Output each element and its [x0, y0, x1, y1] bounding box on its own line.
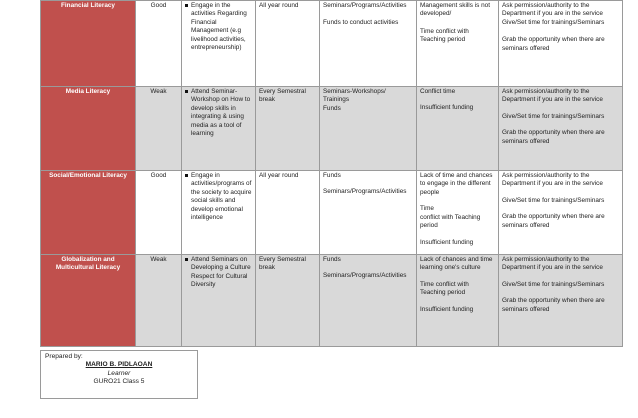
table-row	[41, 1, 623, 87]
table-row	[41, 87, 623, 171]
bullet-icon	[185, 90, 188, 93]
intervention-text: Attend Seminars on Developing a Culture Respect for Cultural Diversity	[191, 256, 251, 289]
challenge-item: Lack of time and chances to engage in the different people	[420, 172, 493, 196]
resource-item: Seminars/Programs/Activities	[323, 272, 407, 280]
solution-item: Grab the opportunity when there are seminars offered	[502, 213, 605, 229]
challenge-item: Time conflict with Teaching period	[420, 27, 469, 44]
preparer-role: Learner	[107, 369, 131, 377]
status-cell	[136, 87, 182, 171]
resources-cell	[320, 87, 417, 171]
resource-item: Seminars/Programs/Activities	[323, 188, 407, 196]
solution-item: Ask permission/authority to the Department if you are in the service	[502, 172, 603, 188]
status-text: Good	[150, 172, 167, 179]
preparer-class: GURO21 Class 5	[93, 378, 145, 386]
intervention-cell	[182, 255, 256, 347]
table-row	[41, 171, 623, 255]
prepared-by-box	[40, 350, 198, 399]
timeline-text: Every Semestral break	[259, 88, 306, 104]
resource-item: Funds	[323, 172, 341, 179]
resources-cell	[320, 255, 417, 347]
status-cell	[136, 255, 182, 347]
challenge-item: conflict with Teaching period	[420, 213, 481, 230]
solution-item: Grab the opportunity when there are seminars offered	[502, 129, 605, 145]
intervention-cell	[182, 1, 256, 87]
solutions-cell	[499, 1, 623, 87]
challenge-item: Time	[420, 205, 434, 213]
status-text: Weak	[150, 256, 167, 263]
challenge-item: Insufficient funding	[420, 305, 474, 313]
bullet-icon	[185, 174, 188, 177]
solution-item: Give/Set time for trainings/Seminars	[502, 196, 605, 204]
timeline-cell	[256, 1, 320, 87]
solutions-cell	[499, 87, 623, 171]
resource-item: Seminars-Workshops/ Trainings	[323, 88, 386, 104]
literacy-area-label: Media Literacy	[65, 88, 111, 95]
literacy-area-label: Globalization and Multicultural Literacy	[55, 256, 121, 272]
resource-item: Funds to conduct activities	[323, 19, 399, 27]
literacy-area-cell	[41, 255, 136, 347]
intervention-text: Engage in activities/programs of the society to acquire social skills and develop emotional intelligence	[191, 172, 252, 222]
challenge-item: Insufficient funding	[420, 238, 474, 246]
solutions-cell	[499, 171, 623, 255]
status-text: Weak	[150, 88, 167, 95]
challenge-item: Insufficient funding	[420, 104, 474, 112]
challenge-item: Time conflict with Teaching period	[420, 280, 469, 297]
solutions-cell	[499, 255, 623, 347]
timeline-text: Every Semestral break	[259, 256, 306, 272]
intervention-cell	[182, 171, 256, 255]
timeline-cell	[256, 87, 320, 171]
status-text: Good	[150, 2, 167, 9]
prepared-by-label: Prepared by:	[45, 353, 83, 360]
resources-cell	[320, 171, 417, 255]
challenges-cell	[417, 1, 499, 87]
challenges-cell	[417, 255, 499, 347]
timeline-text: All year round	[259, 172, 299, 179]
resource-item: Funds	[323, 104, 341, 112]
literacy-area-cell	[41, 1, 136, 87]
challenge-item: Conflict time	[420, 88, 456, 95]
resources-cell	[320, 1, 417, 87]
solution-item: Ask permission/authority to the Department if you are in the service	[502, 88, 603, 104]
challenges-cell	[417, 87, 499, 171]
table-row	[41, 255, 623, 347]
status-cell	[136, 171, 182, 255]
timeline-cell	[256, 171, 320, 255]
literacy-area-label: Social/Emotional Literacy	[49, 172, 127, 179]
literacy-plan-table	[40, 0, 623, 347]
solution-item: Ask permission/authority to the Department if you are in the service Give/Set time for trainings/Seminars	[502, 2, 605, 26]
literacy-area-label: Financial Literacy	[61, 2, 115, 9]
timeline-text: All year round	[259, 2, 299, 9]
challenge-item: Lack of chances and time learning one's culture	[420, 256, 493, 272]
solution-item: Grab the opportunity when there are seminars offered	[502, 297, 605, 313]
timeline-cell	[256, 255, 320, 347]
challenge-item: Management skills is not developed/	[420, 2, 490, 18]
resource-item: Seminars/Programs/Activities	[323, 2, 407, 9]
solution-item: Grab the opportunity when there are seminars offered	[502, 36, 605, 52]
intervention-text: Engage in the activities Regarding Financial Management (e.g livelihood activities, entrepreneurship)	[191, 2, 247, 52]
status-cell	[136, 1, 182, 87]
intervention-text: Attend Seminar-Workshop on How to develop skills in integrating & using media as a tool of learning	[191, 88, 251, 138]
literacy-area-cell	[41, 171, 136, 255]
resource-item: Funds	[323, 256, 341, 263]
bullet-icon	[185, 258, 188, 261]
solution-item: Give/Set time for trainings/Seminars	[502, 112, 605, 120]
challenges-cell	[417, 171, 499, 255]
bullet-icon	[185, 4, 188, 7]
solution-item: Ask permission/authority to the Department if you are in the service	[502, 256, 603, 272]
preparer-name: MARIO B. PIDLAOAN	[85, 361, 153, 369]
solution-item: Give/Set time for trainings/Seminars	[502, 280, 605, 288]
literacy-area-cell	[41, 87, 136, 171]
intervention-cell	[182, 87, 256, 171]
